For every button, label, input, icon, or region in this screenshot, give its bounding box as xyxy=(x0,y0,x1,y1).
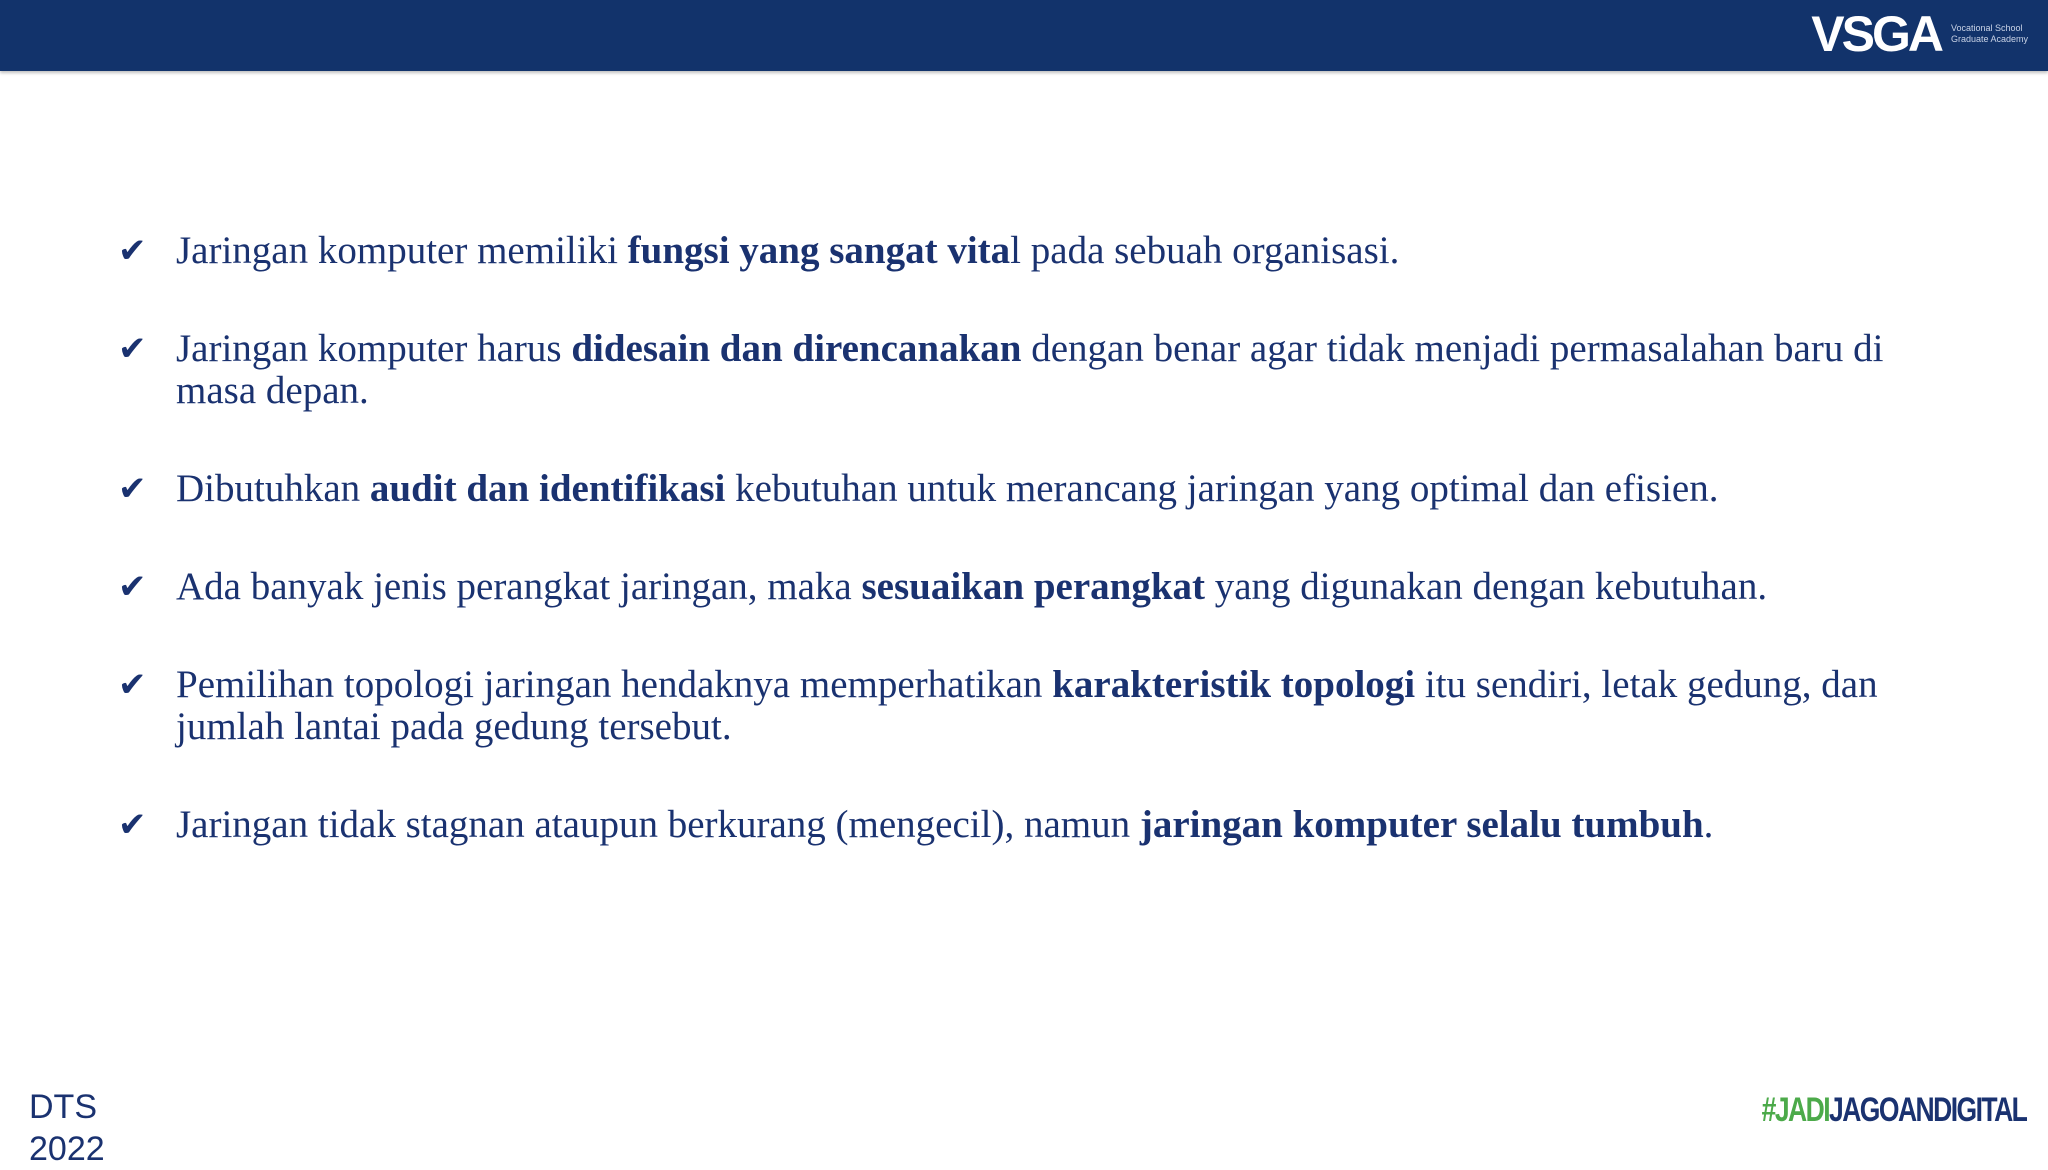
bullet-text-before: Jaringan komputer harus xyxy=(176,327,572,370)
bullet-text-before: Jaringan tidak stagnan ataupun berkurang (mengecil), namun xyxy=(176,803,1140,846)
bullet-text-after: l pada sebuah organisasi. xyxy=(1010,229,1400,272)
logo-subtitle-line2: Graduate Academy xyxy=(1950,34,2028,44)
header-bar xyxy=(0,0,2048,71)
bullet-text-before: Pemilihan topologi jaringan hendaknya memperhatikan xyxy=(176,663,1053,706)
bullet-text-bold: jaringan komputer selalu tumbuh xyxy=(1139,803,1704,846)
checkmark-icon: ✔ xyxy=(118,665,147,705)
bullet-text-before: Dibutuhkan xyxy=(176,467,370,510)
bullet-item xyxy=(118,230,1918,272)
bullet-text-bold: fungsi yang sangat vita xyxy=(627,229,1011,272)
bullet-item xyxy=(118,468,1918,510)
bullet-item xyxy=(118,328,1918,412)
bullet-text-bold: sesuaikan perangkat xyxy=(861,565,1205,608)
bullet-item xyxy=(118,664,1918,748)
logo-subtitle xyxy=(1951,23,2028,46)
hashtag-prefix: #JADI xyxy=(1761,1091,1829,1129)
footer-hashtag-logo xyxy=(1761,1088,2026,1132)
bullet-text-bold: audit dan identifikasi xyxy=(369,467,726,510)
hashtag-main: JAGOANDIGITAL xyxy=(1828,1091,2026,1129)
bullet-list xyxy=(118,230,1918,846)
footer-dts-label: DTS 2022 xyxy=(29,1088,105,1168)
checkmark-icon: ✔ xyxy=(118,567,147,607)
logo-text: VSGA xyxy=(1811,6,1941,62)
logo-subtitle-line1: Vocational School xyxy=(1950,22,2023,33)
vsga-logo xyxy=(1811,6,2028,62)
bullet-text-before: Ada banyak jenis perangkat jaringan, maka xyxy=(176,565,862,608)
bullet-text-bold: didesain dan direncanakan xyxy=(571,327,1022,370)
checkmark-icon: ✔ xyxy=(118,231,147,271)
checkmark-icon: ✔ xyxy=(118,805,147,845)
checkmark-icon: ✔ xyxy=(118,329,147,369)
bullet-text-after: itu sendiri, letak gedung, dan jumlah lantai pada gedung tersebut. xyxy=(176,663,1878,748)
bullet-text-bold: karakteristik topologi xyxy=(1052,663,1416,706)
bullet-item xyxy=(118,566,1918,608)
bullet-text-after: kebutuhan untuk merancang jaringan yang optimal dan efisien. xyxy=(725,467,1719,510)
bullet-text-after: yang digunakan dengan kebutuhan. xyxy=(1205,565,1768,608)
bullet-text-before: Jaringan komputer memiliki xyxy=(176,229,628,272)
bullet-text-after: . xyxy=(1703,803,1714,846)
bullet-item xyxy=(118,804,1918,846)
bullet-text-after: dengan benar agar tidak menjadi permasalahan baru di masa depan. xyxy=(176,327,1884,412)
checkmark-icon: ✔ xyxy=(118,469,147,509)
